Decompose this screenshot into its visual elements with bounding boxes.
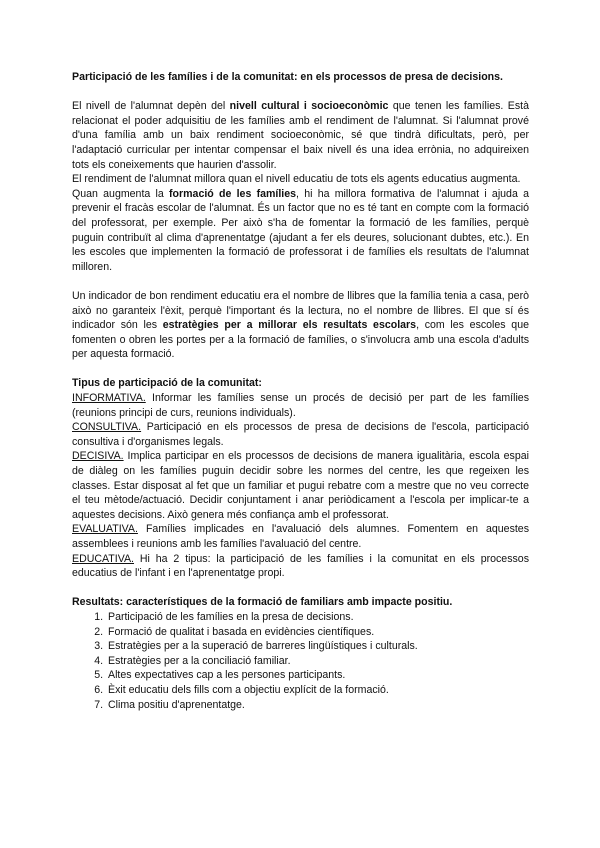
results-heading: Resultats: característiques de la formació de familiars amb impacte positiu. <box>72 596 453 609</box>
list-item: 7. Clima positiu d'aprenentatge. <box>106 698 529 713</box>
document-title: Participació de les famílies i de la comunitat: en els processos de presa de decisions. <box>72 71 503 83</box>
intro-paragraph-2: El rendiment de l'alumnat millora quan el nivell educatiu de tots els agents educatius augmenta. <box>72 173 521 186</box>
type-term: DECISIVA. <box>72 450 124 463</box>
intro-text: , hi ha millora formativa de l'alumnat i ajuda a prevenir el fracàs escolar de l'alumnat. És un factor que no es té tant en compte com la formació del professorat, per exemple. Per això s'ha de fomentar la formació de les famílies, perquè puguin contribuït al clima d'aprenentatge (ajudant a fer els deures, solucionant dubtes, etc.). En les escoles que implementen la formació de professorat i de famílies els resultats de l'alumnat milloren. <box>72 187 529 273</box>
type-item <box>72 391 529 420</box>
intro-text: Quan augmenta la <box>72 187 170 200</box>
type-text: Implica participar en els processos de decisions de manera igualitària, escola espai de diàleg on les famílies puguin decidir sobre les normes del centre, les que regeixen les classes. Estar disposat al fet que un familiar et pugui rebatre com a mestre que no veu correcte el teu mètode/actuació. Decidir conjuntament i anar periòdicament a l'escola per implicar-te a aquestes decisions. Això genera més confiança amb el professorat. <box>72 450 529 521</box>
types-heading: Tipus de participació de la comunitat: <box>72 377 262 390</box>
intro-paragraph-3 <box>72 187 529 275</box>
type-term: EVALUATIVA. <box>72 523 138 536</box>
list-item: 5. Altes expectatives cap a les persones participants. <box>106 668 529 683</box>
results-list <box>72 610 529 712</box>
indicator-text: , com les escoles que fomenten o obren les portes per a la formació de famílies, o s'involucra amb una escola d'adults per aquesta formació. <box>72 319 529 361</box>
type-term: EDUCATIVA. <box>72 552 134 565</box>
document-body <box>72 70 529 712</box>
intro-paragraph-1 <box>72 99 529 172</box>
types-list <box>72 391 529 581</box>
indicator-text: Un indicador de bon rendiment educatiu era el nombre de llibres que la família tenia a casa, però això no garanteix l'èxit, perquè l'important és la lectura, no el nombre de llibres. El que sí és indicador són les <box>72 289 529 332</box>
intro-text: que tenen les famílies. Està relacionat el poder adquisitiu de les famílies amb el rendiment de l'alumnat. Si l'alumnat prové d'una família amb un baix rendiment socioeconòmic, sé que tindrà dificultats, però, per l'adaptació curricular per intentar compensar el baix nivell és una idea errònia, no adquireixen tots els coneixements que haurien d'assolir. <box>72 100 530 171</box>
intro-text: El nivell de l'alumnat depèn del <box>72 100 230 113</box>
type-term: CONSULTIVA. <box>72 421 142 434</box>
list-item: 2. Formació de qualitat i basada en evidències científiques. <box>106 625 529 640</box>
type-text: Hi ha 2 tipus: la participació de les famílies i la comunitat en els processos educatius de l'infant i en l'aprenentatge propi. <box>72 552 529 580</box>
indicator-bold: estratègies per a millorar els resultats escolars <box>162 319 417 332</box>
type-item <box>72 449 529 522</box>
type-text: Famílies implicades en l'avaluació dels alumnes. Fomentem en aquestes assemblees i reunions amb les famílies l'avaluació del centre. <box>72 523 529 550</box>
list-item: 1. Participació de les famílies en la presa de decisions. <box>106 610 529 625</box>
intro-bold: nivell cultural i socioeconòmic <box>229 100 389 113</box>
list-item: 3. Estratègies per a la superació de barreres lingüístiques i culturals. <box>106 639 529 654</box>
list-item: 6. Èxit educatiu dels fills com a objectiu explícit de la formació. <box>106 683 529 698</box>
type-item <box>72 552 529 581</box>
type-text: Informar les famílies sense un procés de decisió per part de les famílies (reunions principi de curs, reunions individuals). <box>72 392 529 419</box>
intro-bold: formació de les famílies <box>169 187 297 200</box>
type-text: Participació en els processos de presa de decisions de l'escola, participació consultiva i d'organismes legals. <box>72 421 529 448</box>
type-term: INFORMATIVA. <box>72 392 146 405</box>
type-item <box>72 522 529 551</box>
list-item: 4. Estratègies per a la conciliació familiar. <box>106 654 529 669</box>
type-item <box>72 420 529 449</box>
indicator-paragraph <box>72 289 529 362</box>
